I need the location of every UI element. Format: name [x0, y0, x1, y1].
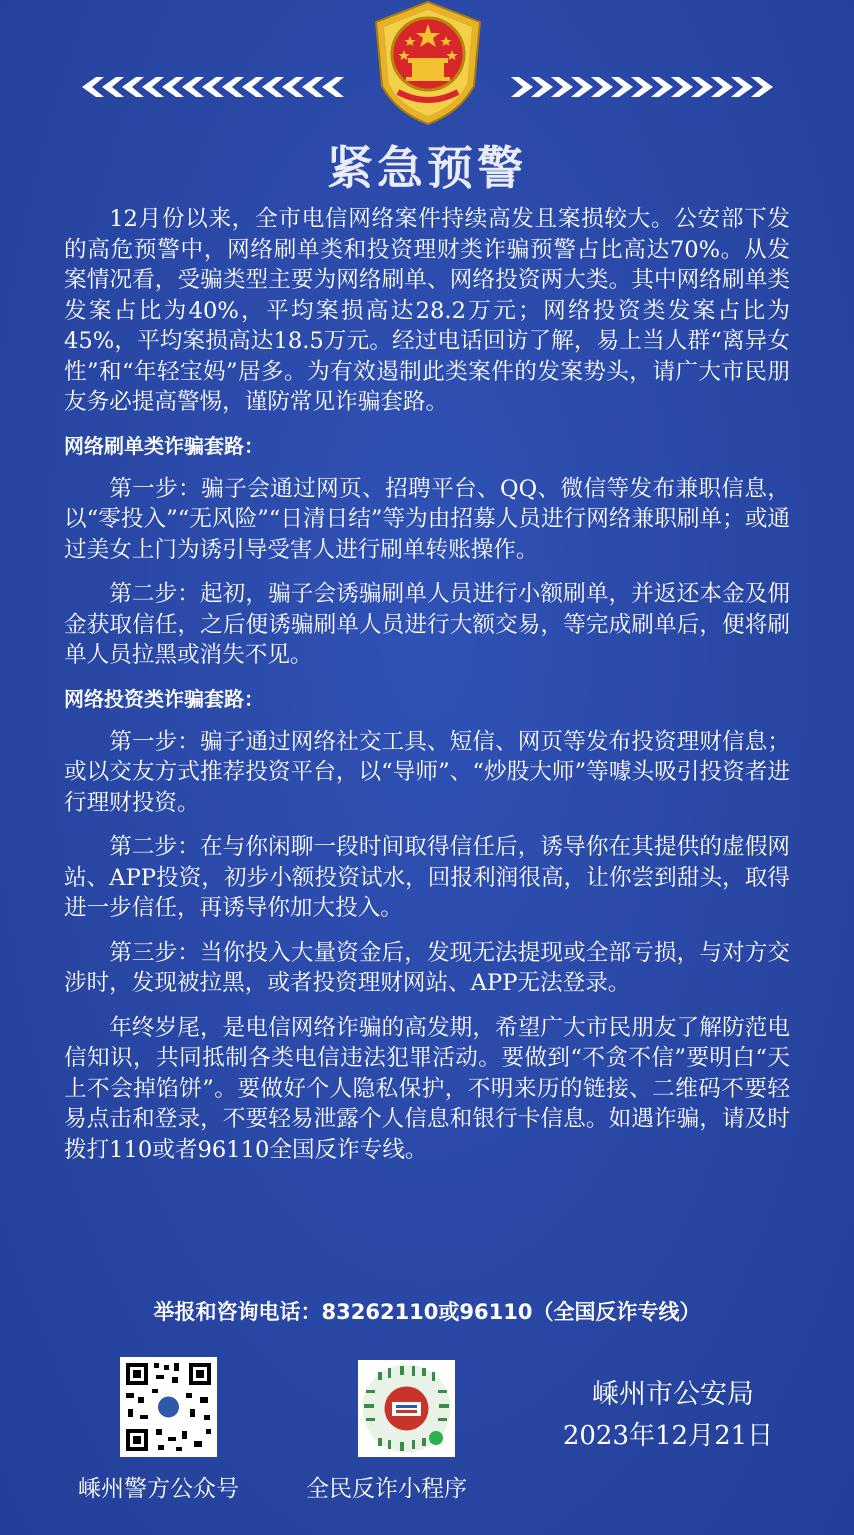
qr-code-icon: [120, 1357, 217, 1457]
page-title: 紧急预警: [327, 141, 527, 195]
police-emblem-icon: [362, 0, 494, 126]
article-body: [64, 204, 790, 1179]
right-wing-ornament: [508, 70, 773, 104]
qr-code-mini-program[interactable]: [358, 1360, 455, 1457]
qr-code-wechat[interactable]: [120, 1357, 217, 1457]
issue-date: 2023年12月21日: [562, 1421, 774, 1451]
qr-caption-wechat: 嵊州警方公众号: [78, 1476, 239, 1502]
investment-scam-step-3: 第三步：当你投入大量资金后，发现无法提现或全部亏损，与对方交涉时，发现被拉黑，或者投资理财网站、APP无法登录。: [64, 939, 790, 996]
intro-paragraph: 12月份以来，全市电信网络案件持续高发且案损较大。公安部下发的高危预警中，网络刷单类和投资理财类诈骗预警占比高达70%。从发案情况看，受骗类型主要为网络刷单、网络投资两大类。其中网络刷单类发案占比为40%，平均案损高达28.2万元；网络投资类发案占比为45%，平均案损高达18.5万元。经过电话回访了解，易上当人群“离异女性”和“年轻宝妈”居多。为有效遏制此类案件的发案势头，请广大市民朋友务必提高警惕，谨防常见诈骗套路。: [64, 206, 790, 415]
issuing-organization: 嵊州市公安局: [592, 1379, 754, 1410]
order-scam-step-2: 第二步：起初，骗子会诱骗刷单人员进行小额刷单，并返还本金及佣金获取信任，之后便诱骗刷单人员进行大额交易，等完成刷单后，便将刷单人员拉黑或消失不见。: [64, 581, 790, 668]
closing-paragraph: 年终岁尾，是电信网络诈骗的高发期，希望广大市民朋友了解防范电信知识，共同抵制各类电信违法犯罪活动。要做到“不贪不信”要明白“天上不会掉馅饼”。要做好个人隐私保护，不明来历的链接、二维码不要轻易点击和登录，不要轻易泄露个人信息和银行卡信息。如遇诈骗，请及时拨打110或者96110全国反诈专线。: [64, 1014, 790, 1163]
hotline-text: 举报和咨询电话：83262110或96110（全国反诈专线）: [153, 1300, 701, 1324]
qr-caption-mini-program: 全民反诈小程序: [306, 1476, 467, 1502]
mini-program-code-icon: [358, 1360, 455, 1457]
section-heading-investment-scam: 网络投资类诈骗套路：: [64, 686, 264, 711]
investment-scam-step-2: 第二步：在与你闲聊一段时间取得信任后，诱导你在其提供的虚假网站、APP投资，初步小额投资试水，回报利润很高，让你尝到甜头，取得进一步信任，再诱导你加大投入。: [64, 834, 790, 921]
section-heading-order-scam: 网络刷单类诈骗套路：: [64, 433, 264, 458]
header: [0, 0, 854, 200]
investment-scam-step-1: 第一步：骗子通过网络社交工具、短信、网页等发布投资理财信息；或以交友方式推荐投资平台，以“导师”、“炒股大师”等噱头吸引投资者进行理财投资。: [64, 728, 790, 816]
left-wing-ornament: [82, 70, 347, 104]
order-scam-step-1: 第一步：骗子会通过网页、招聘平台、QQ、微信等发布兼职信息，以“零投入”“无风险”“日清日结”等为由招募人员进行网络兼职刷单；或通过美女上门为诱引导受害人进行刷单转账操作。: [64, 475, 790, 563]
